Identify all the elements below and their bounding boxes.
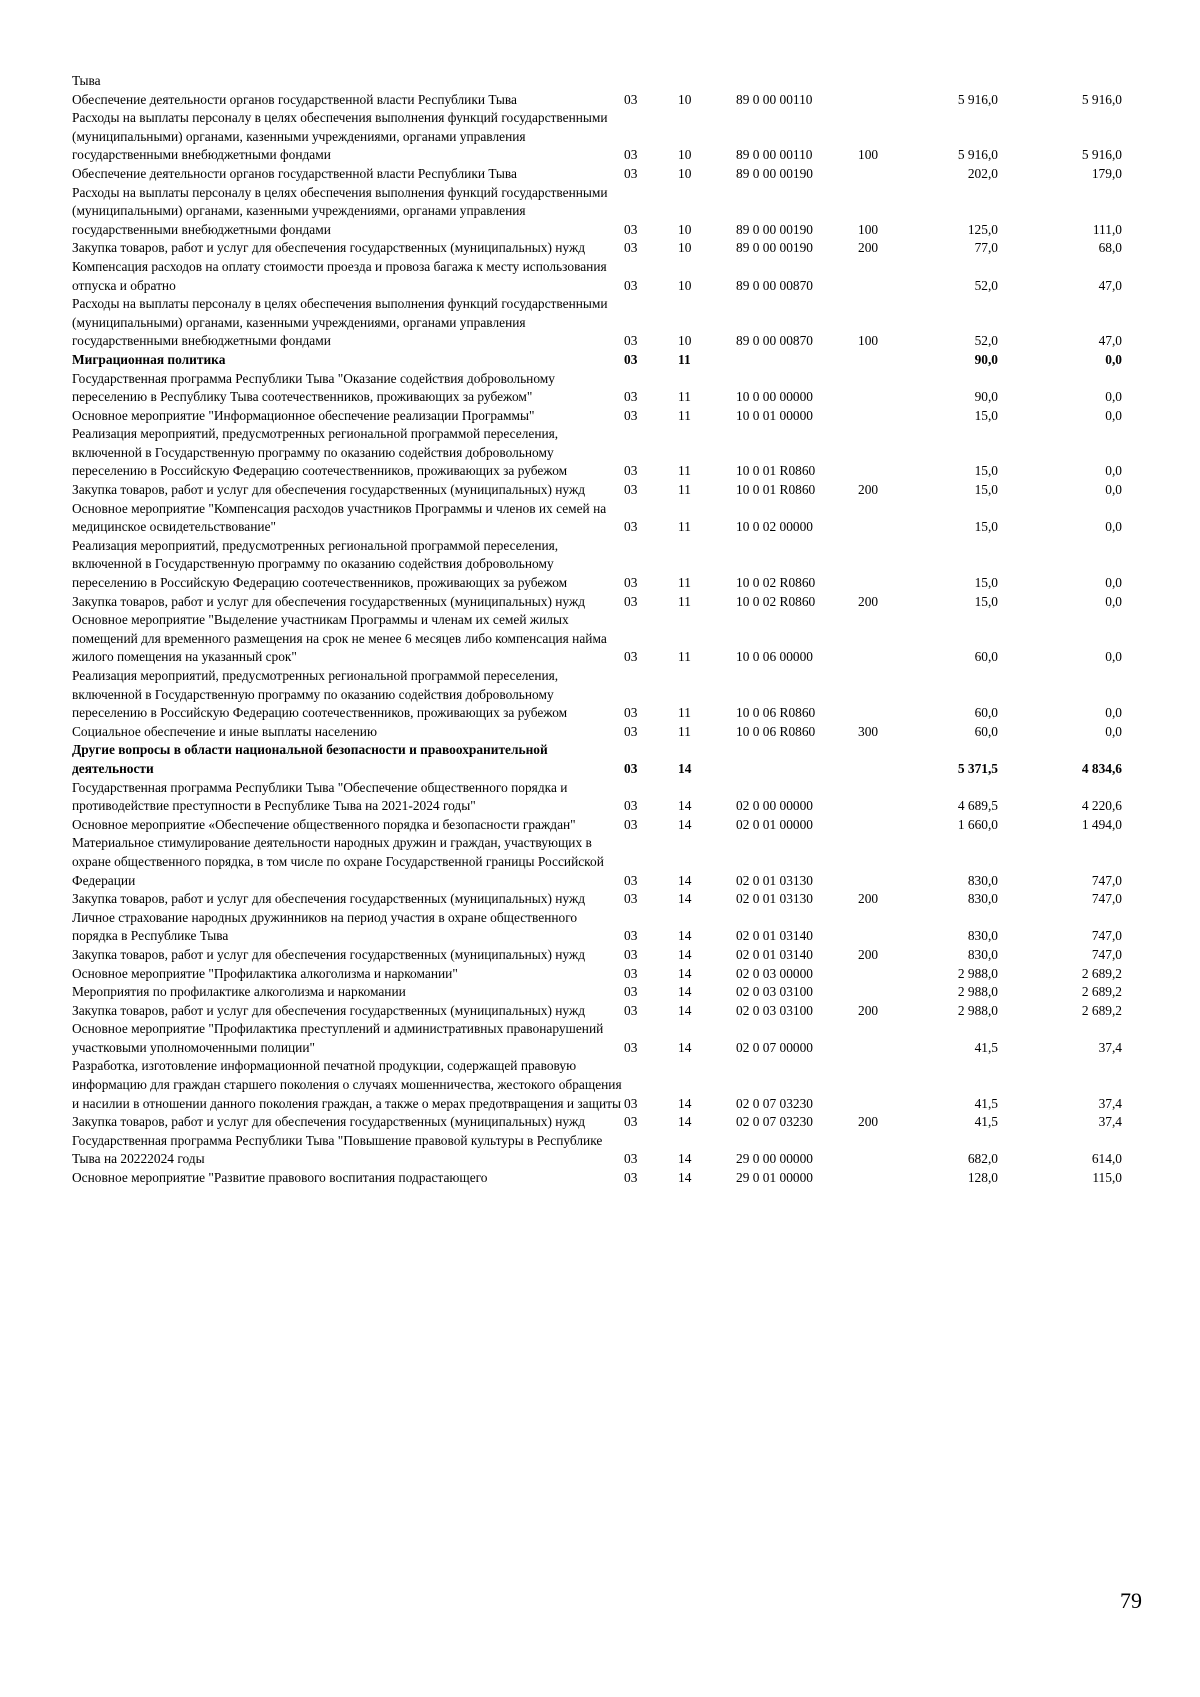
amount-year-2: 0,0 (1105, 723, 1122, 739)
table-row (72, 481, 1122, 500)
section-code: 03 (624, 1170, 638, 1186)
name-cell: Основное мероприятие "Профилактика преступлений и административных правонарушений участковыми уполномоченными полиции" (72, 1021, 604, 1055)
subsection-code: 14 (678, 1151, 692, 1167)
budget-table (72, 72, 1122, 1188)
name-cell: Закупка товаров, работ и услуг для обеспечения государственных (муниципальных) нужд (72, 891, 586, 907)
expense-type-code: 100 (858, 221, 879, 237)
table-row (72, 184, 1122, 240)
expense-type-code: 100 (858, 147, 879, 163)
amount-year-1: 15,0 (974, 575, 998, 591)
table-row (72, 965, 1122, 984)
subsection-code: 14 (678, 1039, 692, 1055)
section-code: 03 (624, 1002, 638, 1018)
section-code: 03 (624, 872, 638, 888)
subsection-code: 11 (678, 407, 691, 423)
section-code: 03 (624, 351, 638, 367)
target-article-code: 29 0 01 00000 (736, 1170, 813, 1186)
expense-type-code: 300 (858, 723, 879, 739)
section-code: 03 (624, 946, 638, 962)
name-cell: Закупка товаров, работ и услуг для обеспечения государственных (муниципальных) нужд (72, 482, 586, 498)
name-cell: Государственная программа Республики Тыва "Обеспечение общественного порядка и противодействие преступности в Республике Тыва на 2021-2024 годы" (72, 779, 568, 814)
name-cell: Государственная программа Республики Тыва "Повышение правовой культуры в Республике Тыва на 20222024 годы (72, 1132, 603, 1167)
section-code: 03 (624, 965, 638, 981)
amount-year-2: 37,4 (1098, 1095, 1122, 1111)
amount-year-2: 0,0 (1105, 649, 1122, 665)
subsection-code: 10 (678, 333, 692, 349)
expense-type-code (858, 779, 908, 816)
subsection-code: 11 (678, 389, 691, 405)
expense-type-code: 100 (858, 333, 879, 349)
name-cell: Закупка товаров, работ и услуг для обеспечения государственных (муниципальных) нужд (72, 240, 586, 256)
expense-type-code (858, 1020, 908, 1057)
table-row (72, 723, 1122, 742)
target-article-code: 29 0 00 00000 (736, 1151, 813, 1167)
amount-year-1: 90,0 (974, 351, 998, 367)
table-row (72, 295, 1122, 351)
table-row (72, 983, 1122, 1002)
section-code: 03 (624, 593, 638, 609)
table-row (72, 258, 1122, 295)
amount-year-1: 15,0 (974, 482, 998, 498)
amount-year-1: 2 988,0 (957, 965, 998, 981)
amount-year-2: 0,0 (1105, 463, 1122, 479)
amount-year-2: 747,0 (1091, 891, 1122, 907)
subsection-code: 11 (678, 575, 691, 591)
amount-year-1: 1 660,0 (957, 816, 998, 832)
amount-year-2: 0,0 (1105, 593, 1122, 609)
subsection-code: 11 (678, 705, 691, 721)
target-article-code: 02 0 01 00000 (736, 816, 813, 832)
section-code: 03 (624, 463, 638, 479)
amount-year-2: 115,0 (1092, 1170, 1122, 1186)
table-row (72, 239, 1122, 258)
table-row (72, 890, 1122, 909)
name-cell: Расходы на выплаты персоналу в целях обеспечения выполнения функций государственными (муниципальными) органами, казенными учреждениями, органами управления государственными внебюджетными фондами (72, 296, 608, 349)
amount-year-2: 68,0 (1098, 240, 1122, 256)
table-row (72, 500, 1122, 537)
target-article-code: 02 0 03 00000 (736, 965, 813, 981)
name-cell: Другие вопросы в области национальной безопасности и правоохранительной деятельности (72, 742, 548, 776)
table-row (72, 351, 1122, 370)
target-article-code: 89 0 00 00110 (736, 91, 813, 107)
name-cell: Основное мероприятие "Информационное обеспечение реализации Программы" (72, 407, 535, 423)
section-code: 03 (624, 575, 638, 591)
table-row (72, 1002, 1122, 1021)
table-row (72, 109, 1122, 165)
subsection-code: 10 (678, 165, 692, 181)
target-article-code: 10 0 01 R0860 (736, 463, 816, 479)
amount-year-2: 37,4 (1098, 1039, 1122, 1055)
subsection-code: 14 (678, 984, 692, 1000)
expense-type-code (858, 165, 908, 184)
subsection-code: 14 (678, 1095, 692, 1111)
amount-year-1: 77,0 (974, 240, 998, 256)
amount-year-2: 111,0 (1092, 221, 1122, 237)
section-code: 03 (624, 482, 638, 498)
amount-year-2: 179,0 (1091, 165, 1122, 181)
section-code: 03 (624, 649, 638, 665)
subsection-code: 11 (678, 351, 691, 367)
section-code: 03 (624, 333, 638, 349)
expense-type-code (858, 425, 908, 481)
target-article-code: 02 0 07 03230 (736, 1114, 813, 1130)
expense-type-code (858, 1132, 908, 1169)
section-code: 03 (624, 705, 638, 721)
name-cell: Материальное стимулирование деятельности народных дружин и граждан, участвующих в охране общественного порядка, в том числе по охране Государственной границы Российской Федерации (72, 835, 604, 888)
target-article-code: 02 0 01 03130 (736, 872, 813, 888)
amount-year-1: 125,0 (967, 221, 998, 237)
amount-year-1: 60,0 (974, 705, 998, 721)
table-row (72, 165, 1122, 184)
amount-year-1: 830,0 (967, 946, 998, 962)
expense-type-code (858, 537, 908, 593)
amount-year-1: 5 916,0 (957, 91, 998, 107)
expense-type-code (858, 72, 908, 91)
name-cell: Тыва (72, 73, 101, 88)
target-article-code: 10 0 01 00000 (736, 407, 813, 423)
name-cell: Разработка, изготовление информационной печатной продукции, содержащей правовую информацию для граждан старшего поколения о случаях мошенничества, жестокого обращения и насилии в отношении данного поколения граждан, а также о мерах предотвращения и защиты (72, 1058, 622, 1111)
target-article-code (736, 741, 858, 778)
subsection-code: 11 (678, 463, 691, 479)
target-article-code: 89 0 00 00870 (736, 277, 813, 293)
amount-year-1: 202,0 (967, 165, 998, 181)
name-cell: Реализация мероприятий, предусмотренных региональной программой переселения, включенной в Государственную программу по оказанию содействия добровольному переселению в Российскую Федерацию соотечественников, проживающих за рубежом (72, 426, 568, 479)
section-code: 03 (624, 1095, 638, 1111)
table-row (72, 407, 1122, 426)
name-cell: Закупка товаров, работ и услуг для обеспечения государственных (муниципальных) нужд (72, 593, 586, 609)
table-row (72, 816, 1122, 835)
amount-year-2: 0,0 (1105, 519, 1122, 535)
amount-year-2: 0,0 (1105, 389, 1122, 405)
amount-year-1: 41,5 (974, 1114, 998, 1130)
table-row (72, 1169, 1122, 1188)
section-code: 03 (624, 798, 638, 814)
expense-type-code: 200 (858, 240, 879, 256)
section-code: 03 (624, 389, 638, 405)
table-row (72, 834, 1122, 890)
amount-year-2: 747,0 (1091, 946, 1122, 962)
subsection-code: 14 (678, 798, 692, 814)
expense-type-code (858, 258, 908, 295)
amount-year-1: 15,0 (974, 407, 998, 423)
name-cell: Компенсация расходов на оплату стоимости проезда и провоза багажа к месту использования отпуска и обратно (72, 258, 607, 293)
target-article-code: 10 0 02 00000 (736, 519, 813, 535)
section-code: 03 (624, 240, 638, 256)
amount-year-2: 614,0 (1091, 1151, 1122, 1167)
subsection-code: 10 (678, 91, 692, 107)
amount-year-1: 682,0 (967, 1151, 998, 1167)
target-article-code: 10 0 02 R0860 (736, 575, 816, 591)
target-article-code: 10 0 06 R0860 (736, 705, 816, 721)
name-cell: Расходы на выплаты персоналу в целях обеспечения выполнения функций государственными (муниципальными) органами, казенными учреждениями, органами управления государственными внебюджетными фондами (72, 110, 608, 163)
section-code: 03 (624, 723, 638, 739)
section-code: 03 (624, 519, 638, 535)
section-code: 03 (624, 816, 638, 832)
name-cell: Реализация мероприятий, предусмотренных региональной программой переселения, включенной в Государственную программу по оказанию содействия добровольному переселению в Российскую Федерацию соотечественников, проживающих за рубежом (72, 537, 568, 591)
subsection-code: 14 (678, 946, 692, 962)
table-row (72, 611, 1122, 667)
subsection-code: 14 (678, 872, 692, 888)
expense-type-code: 200 (858, 482, 879, 498)
amount-year-1: 41,5 (974, 1039, 998, 1055)
target-article-code: 10 0 01 R0860 (736, 482, 816, 498)
expense-type-code (858, 611, 908, 667)
table-row (72, 370, 1122, 407)
name-cell: Закупка товаров, работ и услуг для обеспечения государственных (муниципальных) нужд (72, 946, 586, 962)
section-code: 03 (624, 91, 638, 107)
amount-year-2: 47,0 (1098, 333, 1122, 349)
name-cell: Личное страхование народных дружинников на период участия в охране общественного порядка в Республике Тыва (72, 909, 578, 944)
expense-type-code (858, 909, 908, 946)
table-row (72, 593, 1122, 612)
subsection-code: 14 (678, 760, 692, 776)
amount-year-1: 128,0 (967, 1170, 998, 1186)
amount-year-2: 5 916,0 (1081, 147, 1122, 163)
target-article-code: 89 0 00 00190 (736, 240, 813, 256)
name-cell: Расходы на выплаты персоналу в целях обеспечения выполнения функций государственными (муниципальными) органами, казенными учреждениями, органами управления государственными внебюджетными фондами (72, 184, 608, 237)
name-cell: Обеспечение деятельности органов государственной власти Республики Тыва (72, 165, 517, 181)
amount-year-2: 4 220,6 (1081, 798, 1122, 814)
target-article-code: 02 0 01 03140 (736, 928, 813, 944)
table-row (72, 1057, 1122, 1113)
amount-year-2: 0,0 (1105, 575, 1122, 591)
amount-year-1: 5 371,5 (957, 760, 998, 776)
amount-year-2: 2 689,2 (1081, 984, 1122, 1000)
table-row (72, 779, 1122, 816)
amount-year-1: 2 988,0 (957, 1002, 998, 1018)
target-article-code (736, 72, 858, 91)
expense-type-code (858, 500, 908, 537)
subsection-code: 10 (678, 147, 692, 163)
name-cell: Закупка товаров, работ и услуг для обеспечения государственных (муниципальных) нужд (72, 1002, 586, 1018)
table-row (72, 537, 1122, 593)
amount-year-2: 0,0 (1105, 482, 1122, 498)
target-article-code: 02 0 00 00000 (736, 798, 813, 814)
expense-type-code (858, 407, 908, 426)
section-code: 03 (624, 928, 638, 944)
expense-type-code (858, 741, 908, 778)
subsection-code: 10 (678, 240, 692, 256)
name-cell: Основное мероприятие "Профилактика алкоголизма и наркомании" (72, 965, 458, 981)
amount-year-1: 52,0 (974, 277, 998, 293)
amount-year-1: 830,0 (967, 928, 998, 944)
amount-year-2: 5 916,0 (1081, 91, 1122, 107)
name-cell: Реализация мероприятий, предусмотренных региональной программой переселения, включенной в Государственную программу по оказанию содействия добровольному переселению в Российскую Федерацию соотечественников, проживающих за рубежом (72, 668, 568, 721)
amount-year-1: 52,0 (974, 333, 998, 349)
section-code: 03 (624, 1151, 638, 1167)
subsection-code: 11 (678, 519, 691, 535)
amount-year-2: 747,0 (1091, 872, 1122, 888)
table-row (72, 909, 1122, 946)
amount-year-1 (908, 72, 998, 91)
subsection-code: 14 (678, 965, 692, 981)
expense-type-code: 200 (858, 1002, 879, 1018)
table-row (72, 667, 1122, 723)
amount-year-1: 15,0 (974, 593, 998, 609)
target-article-code: 10 0 06 00000 (736, 649, 813, 665)
table-row (72, 1113, 1122, 1132)
name-cell: Основное мероприятие "Развитие правового воспитания подрастающего (72, 1170, 488, 1186)
target-article-code: 89 0 00 00110 (736, 147, 813, 163)
amount-year-1: 41,5 (974, 1095, 998, 1111)
expense-type-code: 200 (858, 1114, 879, 1130)
expense-type-code (858, 816, 908, 835)
name-cell: Государственная программа Республики Тыва "Оказание содействия добровольному переселению в Республику Тыва соотечественников, проживающих за рубежом" (72, 370, 555, 405)
section-code: 03 (624, 891, 638, 907)
amount-year-1: 15,0 (974, 463, 998, 479)
table-row (72, 1020, 1122, 1057)
amount-year-2 (998, 72, 1122, 91)
table-body (72, 72, 1122, 1188)
section-code: 03 (624, 165, 638, 181)
amount-year-1: 830,0 (967, 872, 998, 888)
table-row (72, 425, 1122, 481)
amount-year-1: 60,0 (974, 649, 998, 665)
amount-year-2: 747,0 (1091, 928, 1122, 944)
amount-year-1: 2 988,0 (957, 984, 998, 1000)
amount-year-2: 4 834,6 (1081, 760, 1122, 776)
table-row (72, 946, 1122, 965)
target-article-code: 10 0 00 00000 (736, 389, 813, 405)
expense-type-code (858, 834, 908, 890)
amount-year-1: 5 916,0 (957, 147, 998, 163)
table-row (72, 741, 1122, 778)
expense-type-code: 200 (858, 593, 879, 609)
amount-year-2: 0,0 (1105, 407, 1122, 423)
section-code: 03 (624, 1114, 638, 1130)
subsection-code: 14 (678, 1170, 692, 1186)
section-code: 03 (624, 147, 638, 163)
section-code: 03 (624, 221, 638, 237)
target-article-code: 10 0 06 R0860 (736, 723, 816, 739)
table-row (72, 1132, 1122, 1169)
target-article-code: 02 0 03 03100 (736, 1002, 813, 1018)
name-cell: Основное мероприятие «Обеспечение общественного порядка и безопасности граждан" (72, 816, 576, 832)
name-cell: Мероприятия по профилактике алкоголизма и наркомании (72, 984, 406, 1000)
table-row (72, 72, 1122, 91)
amount-year-1: 4 689,5 (957, 798, 998, 814)
target-article-code: 02 0 07 00000 (736, 1039, 813, 1055)
amount-year-2: 0,0 (1105, 705, 1122, 721)
expense-type-code: 200 (858, 891, 879, 907)
amount-year-2: 2 689,2 (1081, 1002, 1122, 1018)
expense-type-code (858, 1169, 908, 1188)
expense-type-code (858, 965, 908, 984)
section-code (624, 72, 678, 91)
expense-type-code (858, 370, 908, 407)
amount-year-1: 15,0 (974, 519, 998, 535)
subsection-code (678, 72, 736, 91)
subsection-code: 14 (678, 891, 692, 907)
subsection-code: 14 (678, 928, 692, 944)
name-cell: Миграционная политика (72, 351, 226, 367)
expense-type-code (858, 667, 908, 723)
target-article-code: 10 0 02 R0860 (736, 593, 816, 609)
name-cell: Основное мероприятие "Компенсация расходов участников Программы и членов их семей на медицинское освидетельствование" (72, 500, 607, 535)
expense-type-code (858, 983, 908, 1002)
page-number: 79 (1120, 1588, 1142, 1613)
subsection-code: 14 (678, 1002, 692, 1018)
target-article-code: 02 0 03 03100 (736, 984, 813, 1000)
target-article-code: 02 0 07 03230 (736, 1095, 813, 1111)
section-code: 03 (624, 407, 638, 423)
subsection-code: 11 (678, 723, 691, 739)
name-cell: Социальное обеспечение и иные выплаты населению (72, 723, 377, 739)
amount-year-2: 2 689,2 (1081, 965, 1122, 981)
target-article-code: 89 0 00 00190 (736, 165, 813, 181)
target-article-code: 89 0 00 00190 (736, 221, 813, 237)
expense-type-code (858, 91, 908, 110)
amount-year-2: 37,4 (1098, 1114, 1122, 1130)
amount-year-2: 47,0 (1098, 277, 1122, 293)
expense-type-code (858, 351, 908, 370)
section-code: 03 (624, 760, 638, 776)
name-cell: Закупка товаров, работ и услуг для обеспечения государственных (муниципальных) нужд (72, 1114, 586, 1130)
target-article-code: 02 0 01 03130 (736, 891, 813, 907)
subsection-code: 11 (678, 482, 691, 498)
subsection-code: 10 (678, 221, 692, 237)
amount-year-1: 90,0 (974, 389, 998, 405)
amount-year-2: 1 494,0 (1081, 816, 1122, 832)
section-code: 03 (624, 984, 638, 1000)
target-article-code (736, 351, 858, 370)
subsection-code: 11 (678, 649, 691, 665)
table-row (72, 91, 1122, 110)
subsection-code: 14 (678, 816, 692, 832)
amount-year-1: 60,0 (974, 723, 998, 739)
target-article-code: 02 0 01 03140 (736, 946, 813, 962)
subsection-code: 14 (678, 1114, 692, 1130)
target-article-code: 89 0 00 00870 (736, 333, 813, 349)
expense-type-code: 200 (858, 946, 879, 962)
amount-year-1: 830,0 (967, 891, 998, 907)
section-code: 03 (624, 1039, 638, 1055)
expense-type-code (858, 1057, 908, 1113)
amount-year-2: 0,0 (1105, 351, 1122, 367)
subsection-code: 11 (678, 593, 691, 609)
section-code: 03 (624, 277, 638, 293)
subsection-code: 10 (678, 277, 692, 293)
name-cell: Основное мероприятие "Выделение участникам Программы и членам их семей жилых помещений для временного размещения на срок не менее 6 месяцев либо компенсация найма жилого помещения на указанный срок" (72, 612, 607, 665)
name-cell: Обеспечение деятельности органов государственной власти Республики Тыва (72, 91, 517, 107)
